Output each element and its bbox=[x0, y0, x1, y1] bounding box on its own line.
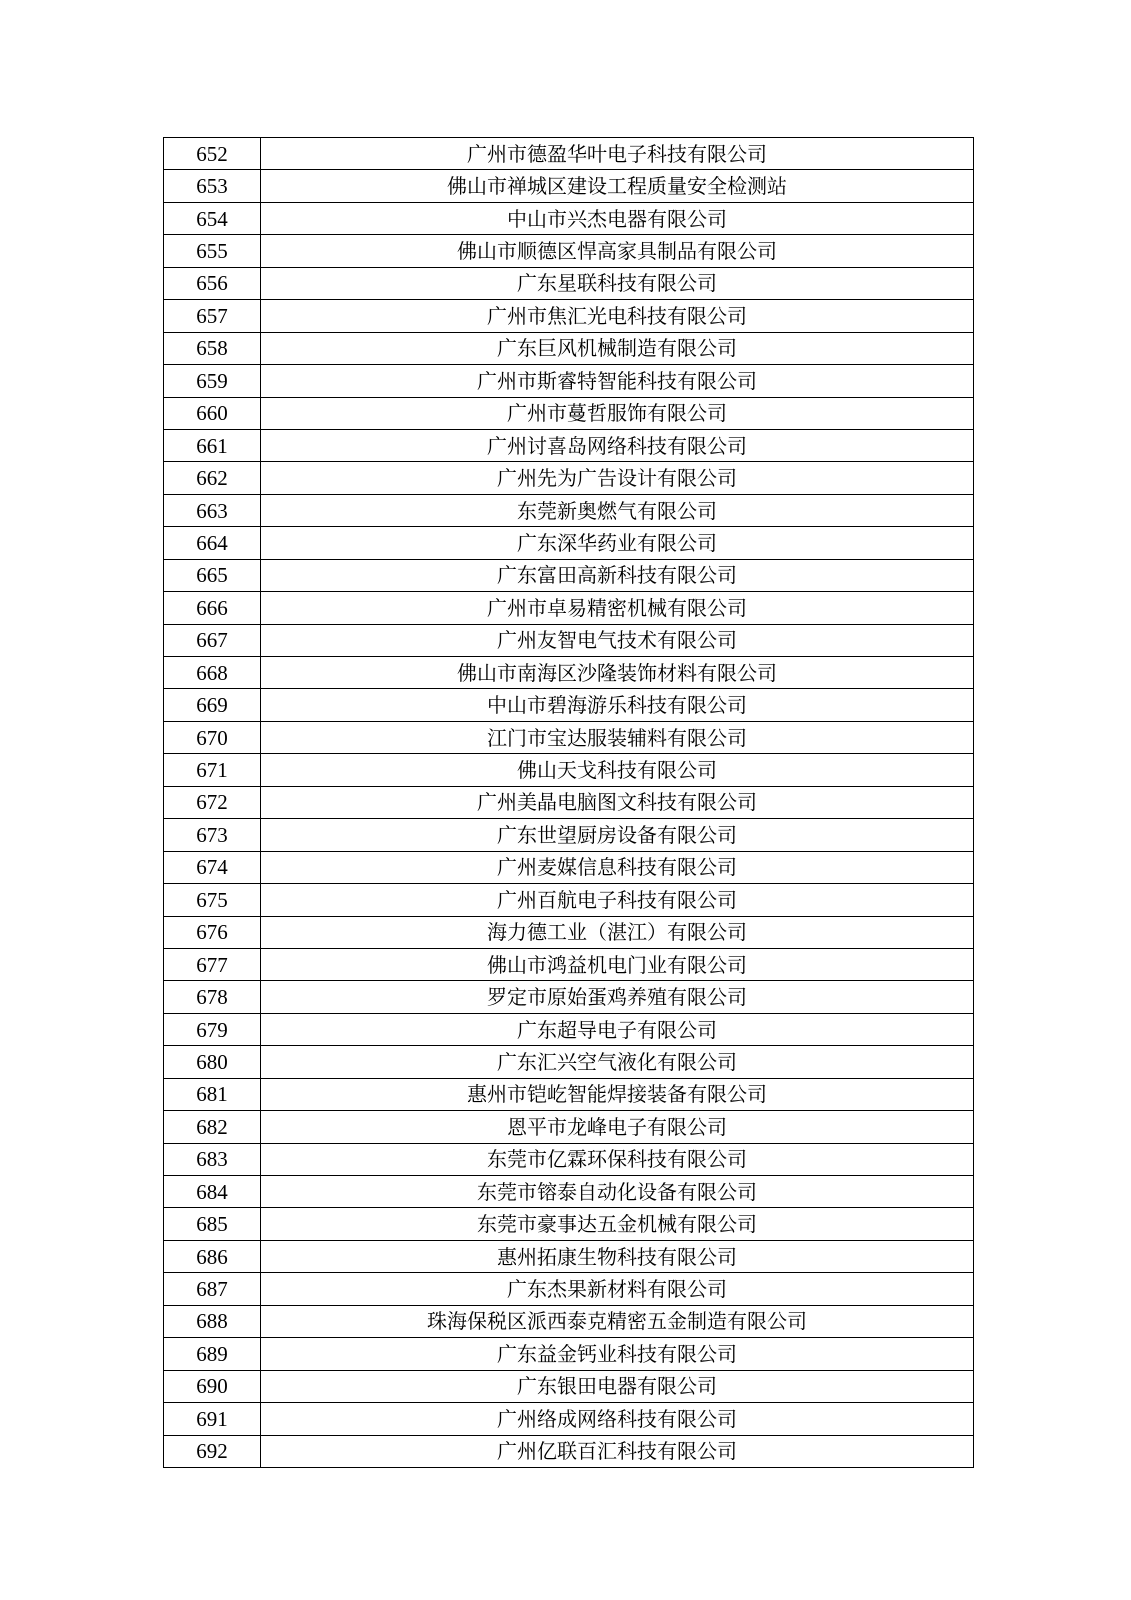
table-row bbox=[164, 494, 974, 526]
row-number: 665 bbox=[164, 559, 261, 591]
row-number: 682 bbox=[164, 1111, 261, 1143]
table-row bbox=[164, 1013, 974, 1045]
row-number: 656 bbox=[164, 267, 261, 299]
company-name: 惠州拓康生物科技有限公司 bbox=[261, 1240, 974, 1272]
table-row bbox=[164, 1240, 974, 1272]
table-row bbox=[164, 1143, 974, 1175]
company-name: 广州亿联百汇科技有限公司 bbox=[261, 1435, 974, 1467]
company-name: 惠州市铠屹智能焊接装备有限公司 bbox=[261, 1078, 974, 1110]
table-row bbox=[164, 267, 974, 299]
company-name: 广东富田高新科技有限公司 bbox=[261, 559, 974, 591]
row-number: 658 bbox=[164, 332, 261, 364]
company-name: 广东银田电器有限公司 bbox=[261, 1370, 974, 1402]
row-number: 654 bbox=[164, 202, 261, 234]
row-number: 691 bbox=[164, 1403, 261, 1435]
company-name: 广州市卓易精密机械有限公司 bbox=[261, 592, 974, 624]
row-number: 692 bbox=[164, 1435, 261, 1467]
table-row bbox=[164, 1435, 974, 1467]
row-number: 655 bbox=[164, 235, 261, 267]
table-row bbox=[164, 851, 974, 883]
table-row bbox=[164, 138, 974, 170]
table-row bbox=[164, 527, 974, 559]
table-row bbox=[164, 884, 974, 916]
row-number: 688 bbox=[164, 1305, 261, 1337]
row-number: 670 bbox=[164, 721, 261, 753]
company-list-body bbox=[164, 138, 974, 1468]
company-name: 广州市蔓哲服饰有限公司 bbox=[261, 397, 974, 429]
row-number: 653 bbox=[164, 170, 261, 202]
row-number: 683 bbox=[164, 1143, 261, 1175]
table-row bbox=[164, 1111, 974, 1143]
table-row bbox=[164, 819, 974, 851]
company-name: 佛山天戈科技有限公司 bbox=[261, 754, 974, 786]
company-name: 广东巨风机械制造有限公司 bbox=[261, 332, 974, 364]
company-name: 广东深华药业有限公司 bbox=[261, 527, 974, 559]
table-row bbox=[164, 657, 974, 689]
company-name: 中山市兴杰电器有限公司 bbox=[261, 202, 974, 234]
row-number: 679 bbox=[164, 1013, 261, 1045]
table-row bbox=[164, 332, 974, 364]
company-name: 罗定市原始蛋鸡养殖有限公司 bbox=[261, 981, 974, 1013]
company-name: 东莞市镕泰自动化设备有限公司 bbox=[261, 1176, 974, 1208]
row-number: 657 bbox=[164, 300, 261, 332]
table-row bbox=[164, 397, 974, 429]
table-row bbox=[164, 170, 974, 202]
row-number: 676 bbox=[164, 916, 261, 948]
table-row bbox=[164, 1305, 974, 1337]
row-number: 684 bbox=[164, 1176, 261, 1208]
company-name: 广东益金钙业科技有限公司 bbox=[261, 1338, 974, 1370]
table-row bbox=[164, 1370, 974, 1402]
company-name: 广州百航电子科技有限公司 bbox=[261, 884, 974, 916]
company-name: 广州市德盈华叶电子科技有限公司 bbox=[261, 138, 974, 170]
table-row bbox=[164, 754, 974, 786]
row-number: 666 bbox=[164, 592, 261, 624]
company-name: 佛山市南海区沙隆装饰材料有限公司 bbox=[261, 657, 974, 689]
company-name: 广州美晶电脑图文科技有限公司 bbox=[261, 786, 974, 818]
row-number: 680 bbox=[164, 1046, 261, 1078]
row-number: 672 bbox=[164, 786, 261, 818]
row-number: 662 bbox=[164, 462, 261, 494]
table-row bbox=[164, 1046, 974, 1078]
company-name: 广东星联科技有限公司 bbox=[261, 267, 974, 299]
row-number: 674 bbox=[164, 851, 261, 883]
row-number: 685 bbox=[164, 1208, 261, 1240]
table-row bbox=[164, 592, 974, 624]
row-number: 659 bbox=[164, 365, 261, 397]
company-name: 广州讨喜岛网络科技有限公司 bbox=[261, 429, 974, 461]
table-row bbox=[164, 462, 974, 494]
table-row bbox=[164, 689, 974, 721]
table-row bbox=[164, 235, 974, 267]
table-row bbox=[164, 559, 974, 591]
company-name: 广州麦媒信息科技有限公司 bbox=[261, 851, 974, 883]
row-number: 678 bbox=[164, 981, 261, 1013]
row-number: 681 bbox=[164, 1078, 261, 1110]
table-row bbox=[164, 624, 974, 656]
table-row bbox=[164, 948, 974, 980]
row-number: 689 bbox=[164, 1338, 261, 1370]
company-name: 海力德工业（湛江）有限公司 bbox=[261, 916, 974, 948]
table-row bbox=[164, 1273, 974, 1305]
company-name: 广州市斯睿特智能科技有限公司 bbox=[261, 365, 974, 397]
company-name: 广东世望厨房设备有限公司 bbox=[261, 819, 974, 851]
table-row bbox=[164, 429, 974, 461]
company-name: 东莞市亿霖环保科技有限公司 bbox=[261, 1143, 974, 1175]
table-row bbox=[164, 300, 974, 332]
table-row bbox=[164, 1403, 974, 1435]
row-number: 673 bbox=[164, 819, 261, 851]
company-name: 东莞市豪事达五金机械有限公司 bbox=[261, 1208, 974, 1240]
table-row bbox=[164, 365, 974, 397]
row-number: 661 bbox=[164, 429, 261, 461]
table-row bbox=[164, 786, 974, 818]
table-row bbox=[164, 1208, 974, 1240]
row-number: 664 bbox=[164, 527, 261, 559]
row-number: 675 bbox=[164, 884, 261, 916]
row-number: 660 bbox=[164, 397, 261, 429]
company-name: 广州先为广告设计有限公司 bbox=[261, 462, 974, 494]
table-row bbox=[164, 721, 974, 753]
row-number: 690 bbox=[164, 1370, 261, 1402]
company-name: 广州络成网络科技有限公司 bbox=[261, 1403, 974, 1435]
company-name: 广东杰果新材料有限公司 bbox=[261, 1273, 974, 1305]
company-name: 佛山市顺德区悍高家具制品有限公司 bbox=[261, 235, 974, 267]
row-number: 671 bbox=[164, 754, 261, 786]
row-number: 668 bbox=[164, 657, 261, 689]
row-number: 677 bbox=[164, 948, 261, 980]
row-number: 663 bbox=[164, 494, 261, 526]
row-number: 667 bbox=[164, 624, 261, 656]
company-name: 广东超导电子有限公司 bbox=[261, 1013, 974, 1045]
company-name: 广东汇兴空气液化有限公司 bbox=[261, 1046, 974, 1078]
company-name: 佛山市禅城区建设工程质量安全检测站 bbox=[261, 170, 974, 202]
table-row bbox=[164, 916, 974, 948]
company-name: 广州市焦汇光电科技有限公司 bbox=[261, 300, 974, 332]
table-row bbox=[164, 1338, 974, 1370]
company-name: 江门市宝达服装辅料有限公司 bbox=[261, 721, 974, 753]
company-name: 东莞新奥燃气有限公司 bbox=[261, 494, 974, 526]
company-name: 中山市碧海游乐科技有限公司 bbox=[261, 689, 974, 721]
row-number: 652 bbox=[164, 138, 261, 170]
company-name: 佛山市鸿益机电门业有限公司 bbox=[261, 948, 974, 980]
table-row bbox=[164, 1176, 974, 1208]
row-number: 687 bbox=[164, 1273, 261, 1305]
company-name: 广州友智电气技术有限公司 bbox=[261, 624, 974, 656]
table-row bbox=[164, 981, 974, 1013]
row-number: 669 bbox=[164, 689, 261, 721]
table-row bbox=[164, 202, 974, 234]
company-name: 恩平市龙峰电子有限公司 bbox=[261, 1111, 974, 1143]
company-list-table bbox=[163, 137, 974, 1468]
company-name: 珠海保税区派西泰克精密五金制造有限公司 bbox=[261, 1305, 974, 1337]
table-row bbox=[164, 1078, 974, 1110]
row-number: 686 bbox=[164, 1240, 261, 1272]
